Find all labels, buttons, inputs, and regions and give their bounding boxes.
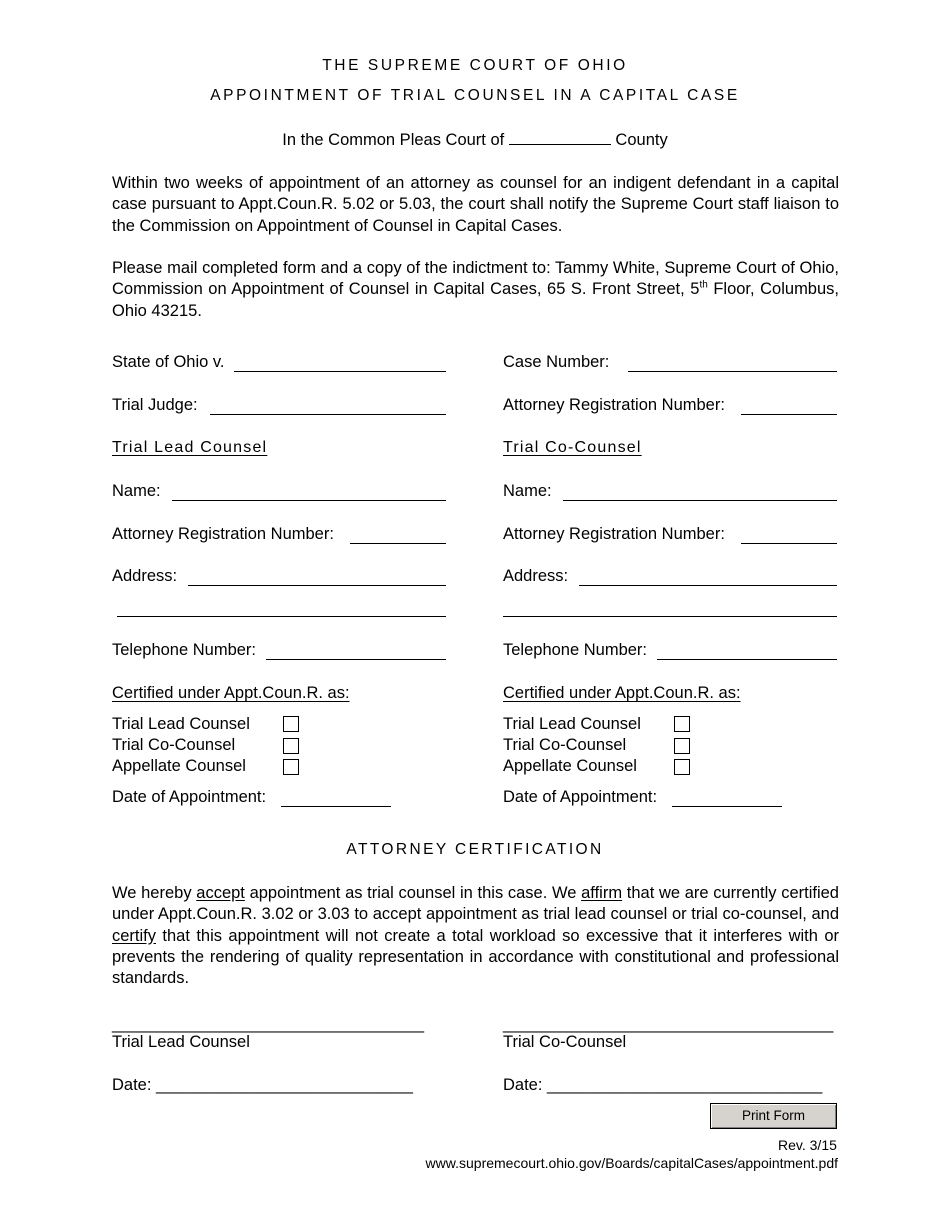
intro-paragraph: Within two weeks of appointment of an attorney as counsel for an indigent defendant in a capital case pursuant to Appt.Coun.R. 5.02 or 5.03, the court shall notify the Supreme Court staff liaison to the Commission on Appointment of Counsel in Capital Cases. (112, 174, 839, 235)
co-opt-lead-label: Trial Lead Counsel (503, 715, 641, 733)
co-signature-label: Trial Co-Counsel (503, 1033, 627, 1051)
state-of-ohio-label: State of Ohio v. (112, 353, 225, 371)
trial-judge-input[interactable] (210, 414, 446, 415)
lead-name-input[interactable] (172, 500, 446, 501)
county-input[interactable] (509, 130, 611, 145)
lead-counsel-section-title: Trial Lead Counsel (112, 439, 268, 456)
lead-address-line2-input[interactable] (117, 616, 446, 617)
trial-judge-label: Trial Judge: (112, 396, 198, 414)
accept-word: accept (196, 884, 245, 902)
lead-address-input[interactable] (188, 585, 446, 586)
co-registration-label: Attorney Registration Number: (503, 525, 725, 543)
judge-registration-label: Attorney Registration Number: (503, 396, 725, 414)
co-opt-co-checkbox[interactable] (674, 738, 690, 754)
lead-opt-co-label: Trial Co-Counsel (112, 736, 236, 754)
co-signature-date[interactable]: Date: ______________________________ (503, 1076, 823, 1094)
co-certified-title: Certified under Appt.Coun.R. as: (503, 684, 741, 702)
county-prefix: In the Common Pleas Court of (282, 131, 505, 149)
co-counsel-section-title: Trial Co-Counsel (503, 439, 642, 456)
co-date-label: Date of Appointment: (503, 788, 658, 806)
lead-name-label: Name: (112, 482, 161, 500)
lead-date-input[interactable] (281, 806, 391, 807)
lead-opt-appellate-label: Appellate Counsel (112, 757, 246, 775)
form-title: APPOINTMENT OF TRIAL COUNSEL IN A CAPITAL CASE (210, 87, 740, 104)
co-address-label: Address: (503, 567, 569, 585)
lead-opt-lead-label: Trial Lead Counsel (112, 715, 250, 733)
defendant-input[interactable] (234, 371, 446, 372)
lead-opt-lead-checkbox[interactable] (283, 716, 299, 732)
lead-phone-label: Telephone Number: (112, 641, 257, 659)
co-date-input[interactable] (672, 806, 782, 807)
lead-signature-line[interactable]: __________________________________ (112, 1015, 425, 1033)
lead-signature-date[interactable]: Date: ____________________________ (112, 1076, 413, 1094)
co-opt-co-label: Trial Co-Counsel (503, 736, 627, 754)
mailing-paragraph: Please mail completed form and a copy of the indictment to: Tammy White, Supreme Court of Ohio, Commission on Appointment of Counsel in Capital Cases, 65 S. Front Street, 5th Floor, Columbus, Ohio 43215. (112, 259, 839, 320)
lead-date-label: Date of Appointment: (112, 788, 267, 806)
lead-phone-input[interactable] (266, 659, 446, 660)
co-address-input[interactable] (579, 585, 837, 586)
co-name-label: Name: (503, 482, 552, 500)
lead-signature-label: Trial Lead Counsel (112, 1033, 250, 1051)
lead-opt-co-checkbox[interactable] (283, 738, 299, 754)
county-suffix: County (615, 131, 668, 149)
certify-word: certify (112, 926, 157, 945)
revision-label: Rev. 3/15 (778, 1137, 837, 1153)
co-phone-input[interactable] (657, 659, 837, 660)
co-registration-input[interactable] (741, 543, 837, 544)
lead-certified-title: Certified under Appt.Coun.R. as: (112, 684, 350, 702)
court-heading: THE SUPREME COURT OF OHIO (322, 57, 628, 74)
case-number-input[interactable] (628, 371, 837, 372)
lead-registration-input[interactable] (350, 543, 446, 544)
form-url: www.supremecourt.ohio.gov/Boards/capitalCases/appointment.pdf (425, 1155, 838, 1171)
affirm-word: affirm (581, 884, 623, 902)
print-form-button[interactable]: Print Form (710, 1103, 837, 1129)
lead-opt-appellate-checkbox[interactable] (283, 759, 299, 775)
co-opt-appellate-checkbox[interactable] (674, 759, 690, 775)
lead-registration-label: Attorney Registration Number: (112, 525, 334, 543)
co-signature-line[interactable]: ____________________________________ (503, 1015, 834, 1033)
judge-registration-input[interactable] (741, 414, 837, 415)
certification-title: ATTORNEY CERTIFICATION (346, 841, 604, 858)
county-line (0, 130, 950, 150)
co-opt-appellate-label: Appellate Counsel (503, 757, 637, 775)
certification-paragraph: We hereby accept appointment as trial counsel in this case. We affirm that we are currently certified under Appt.Coun.R. 3.02 or 3.03 to accept appointment as trial lead counsel or trial co-counsel, and certify that this appointment will not create a total workload so excessive that it interferes with or prevents the rendering of quality representation in accordance with constitutional and professional standards. (112, 884, 839, 988)
case-number-label: Case Number: (503, 353, 610, 371)
co-name-input[interactable] (563, 500, 837, 501)
co-phone-label: Telephone Number: (503, 641, 648, 659)
co-opt-lead-checkbox[interactable] (674, 716, 690, 732)
lead-address-label: Address: (112, 567, 178, 585)
co-address-line2-input[interactable] (503, 616, 837, 617)
